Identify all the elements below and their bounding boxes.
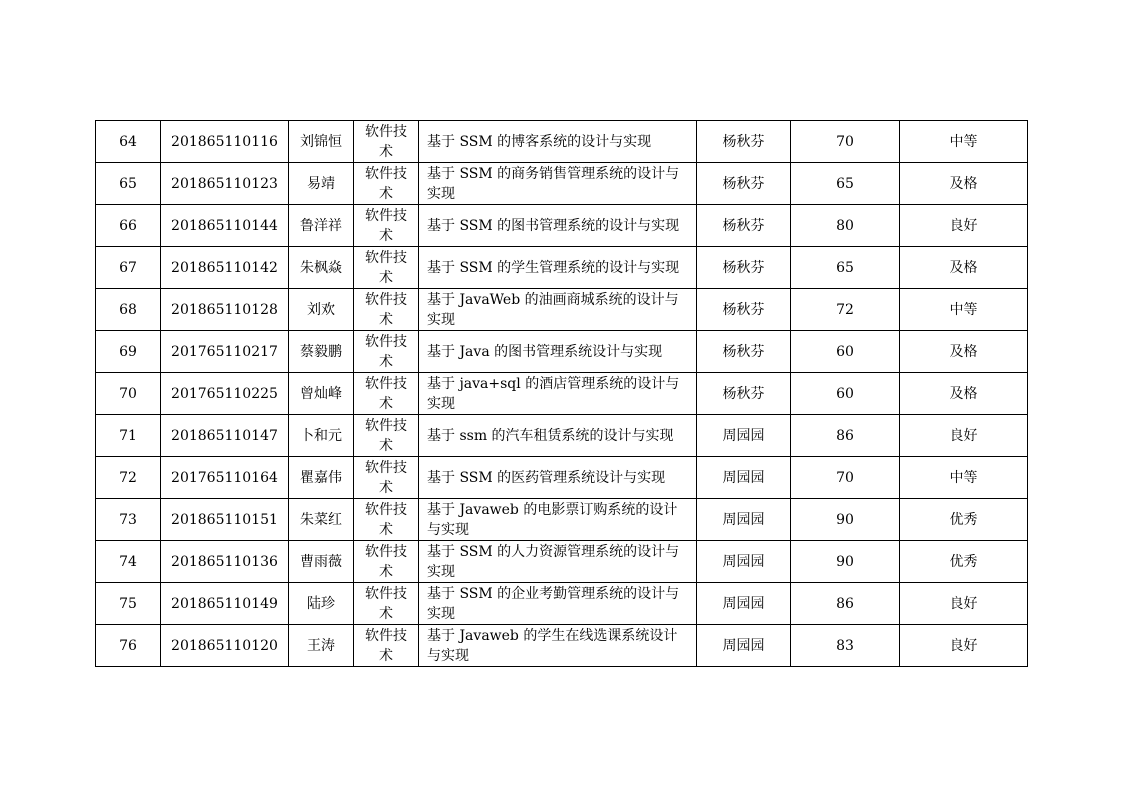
table-row: [96, 457, 1028, 499]
student-id-cell: 201865110120: [161, 625, 289, 667]
grade-cell: 良好: [900, 583, 1028, 625]
table-row: [96, 583, 1028, 625]
table-row: [96, 205, 1028, 247]
row-number-cell: 76: [96, 625, 161, 667]
advisor-cell: 周园园: [697, 415, 791, 457]
advisor-cell: 周园园: [697, 457, 791, 499]
student-name-cell: 曹雨薇: [289, 541, 354, 583]
thesis-title-cell: 基于 SSM 的医药管理系统设计与实现: [419, 457, 697, 499]
grade-cell: 良好: [900, 205, 1028, 247]
grade-cell: 良好: [900, 415, 1028, 457]
student-name-cell: 朱菜红: [289, 499, 354, 541]
advisor-cell: 周园园: [697, 499, 791, 541]
major-cell: 软件技术: [354, 373, 419, 415]
student-id-cell: 201865110151: [161, 499, 289, 541]
grade-cell: 及格: [900, 331, 1028, 373]
grade-cell: 优秀: [900, 541, 1028, 583]
advisor-cell: 杨秋芬: [697, 205, 791, 247]
thesis-title-cell: 基于 SSM 的企业考勤管理系统的设计与实现: [419, 583, 697, 625]
student-id-cell: 201865110128: [161, 289, 289, 331]
student-name-cell: 刘锦恒: [289, 121, 354, 163]
major-cell: 软件技术: [354, 247, 419, 289]
score-cell: 80: [791, 205, 900, 247]
student-id-cell: 201865110142: [161, 247, 289, 289]
grade-cell: 良好: [900, 625, 1028, 667]
table-row: [96, 289, 1028, 331]
score-cell: 60: [791, 331, 900, 373]
student-name-cell: 陆珍: [289, 583, 354, 625]
score-cell: 70: [791, 121, 900, 163]
score-cell: 65: [791, 247, 900, 289]
advisor-cell: 周园园: [697, 625, 791, 667]
score-cell: 90: [791, 541, 900, 583]
advisor-cell: 杨秋芬: [697, 121, 791, 163]
table-row: [96, 499, 1028, 541]
row-number-cell: 66: [96, 205, 161, 247]
major-cell: 软件技术: [354, 541, 419, 583]
grades-table: [95, 120, 1028, 667]
thesis-title-cell: 基于 Javaweb 的电影票订购系统的设计与实现: [419, 499, 697, 541]
advisor-cell: 周园园: [697, 583, 791, 625]
score-cell: 65: [791, 163, 900, 205]
major-cell: 软件技术: [354, 415, 419, 457]
grade-cell: 中等: [900, 457, 1028, 499]
table-row: [96, 121, 1028, 163]
thesis-title-cell: 基于 java+sql 的酒店管理系统的设计与实现: [419, 373, 697, 415]
student-id-cell: 201765110225: [161, 373, 289, 415]
row-number-cell: 71: [96, 415, 161, 457]
row-number-cell: 67: [96, 247, 161, 289]
row-number-cell: 68: [96, 289, 161, 331]
row-number-cell: 69: [96, 331, 161, 373]
student-name-cell: 瞿嘉伟: [289, 457, 354, 499]
row-number-cell: 75: [96, 583, 161, 625]
advisor-cell: 周园园: [697, 541, 791, 583]
advisor-cell: 杨秋芬: [697, 247, 791, 289]
score-cell: 90: [791, 499, 900, 541]
score-cell: 86: [791, 415, 900, 457]
thesis-title-cell: 基于 ssm 的汽车租赁系统的设计与实现: [419, 415, 697, 457]
row-number-cell: 73: [96, 499, 161, 541]
table-row: [96, 415, 1028, 457]
student-id-cell: 201865110144: [161, 205, 289, 247]
major-cell: 软件技术: [354, 121, 419, 163]
advisor-cell: 杨秋芬: [697, 163, 791, 205]
thesis-title-cell: 基于 SSM 的学生管理系统的设计与实现: [419, 247, 697, 289]
grade-cell: 及格: [900, 373, 1028, 415]
student-name-cell: 易靖: [289, 163, 354, 205]
advisor-cell: 杨秋芬: [697, 331, 791, 373]
thesis-title-cell: 基于 SSM 的人力资源管理系统的设计与实现: [419, 541, 697, 583]
student-name-cell: 王涛: [289, 625, 354, 667]
student-id-cell: 201865110147: [161, 415, 289, 457]
score-cell: 60: [791, 373, 900, 415]
grade-cell: 及格: [900, 163, 1028, 205]
major-cell: 软件技术: [354, 163, 419, 205]
table-row: [96, 247, 1028, 289]
student-id-cell: 201765110217: [161, 331, 289, 373]
major-cell: 软件技术: [354, 457, 419, 499]
grade-cell: 优秀: [900, 499, 1028, 541]
major-cell: 软件技术: [354, 331, 419, 373]
thesis-title-cell: 基于 JavaWeb 的油画商城系统的设计与实现: [419, 289, 697, 331]
table-row: [96, 625, 1028, 667]
thesis-title-cell: 基于 Javaweb 的学生在线选课系统设计与实现: [419, 625, 697, 667]
grade-cell: 中等: [900, 289, 1028, 331]
student-id-cell: 201865110149: [161, 583, 289, 625]
major-cell: 软件技术: [354, 499, 419, 541]
student-name-cell: 卜和元: [289, 415, 354, 457]
table-row: [96, 331, 1028, 373]
table-body: [96, 121, 1028, 667]
student-id-cell: 201865110116: [161, 121, 289, 163]
thesis-title-cell: 基于 SSM 的商务销售管理系统的设计与实现: [419, 163, 697, 205]
score-cell: 72: [791, 289, 900, 331]
row-number-cell: 72: [96, 457, 161, 499]
advisor-cell: 杨秋芬: [697, 289, 791, 331]
student-name-cell: 蔡毅鹏: [289, 331, 354, 373]
major-cell: 软件技术: [354, 289, 419, 331]
row-number-cell: 70: [96, 373, 161, 415]
thesis-title-cell: 基于 SSM 的博客系统的设计与实现: [419, 121, 697, 163]
advisor-cell: 杨秋芬: [697, 373, 791, 415]
student-name-cell: 鲁洋祥: [289, 205, 354, 247]
thesis-title-cell: 基于 SSM 的图书管理系统的设计与实现: [419, 205, 697, 247]
grade-cell: 中等: [900, 121, 1028, 163]
score-cell: 70: [791, 457, 900, 499]
student-name-cell: 曾灿峰: [289, 373, 354, 415]
row-number-cell: 74: [96, 541, 161, 583]
grade-cell: 及格: [900, 247, 1028, 289]
student-id-cell: 201765110164: [161, 457, 289, 499]
table-row: [96, 373, 1028, 415]
score-cell: 83: [791, 625, 900, 667]
score-cell: 86: [791, 583, 900, 625]
student-name-cell: 朱枫焱: [289, 247, 354, 289]
major-cell: 软件技术: [354, 583, 419, 625]
major-cell: 软件技术: [354, 205, 419, 247]
student-id-cell: 201865110136: [161, 541, 289, 583]
row-number-cell: 64: [96, 121, 161, 163]
row-number-cell: 65: [96, 163, 161, 205]
student-id-cell: 201865110123: [161, 163, 289, 205]
table-row: [96, 541, 1028, 583]
major-cell: 软件技术: [354, 625, 419, 667]
table-row: [96, 163, 1028, 205]
thesis-title-cell: 基于 Java 的图书管理系统设计与实现: [419, 331, 697, 373]
student-name-cell: 刘欢: [289, 289, 354, 331]
